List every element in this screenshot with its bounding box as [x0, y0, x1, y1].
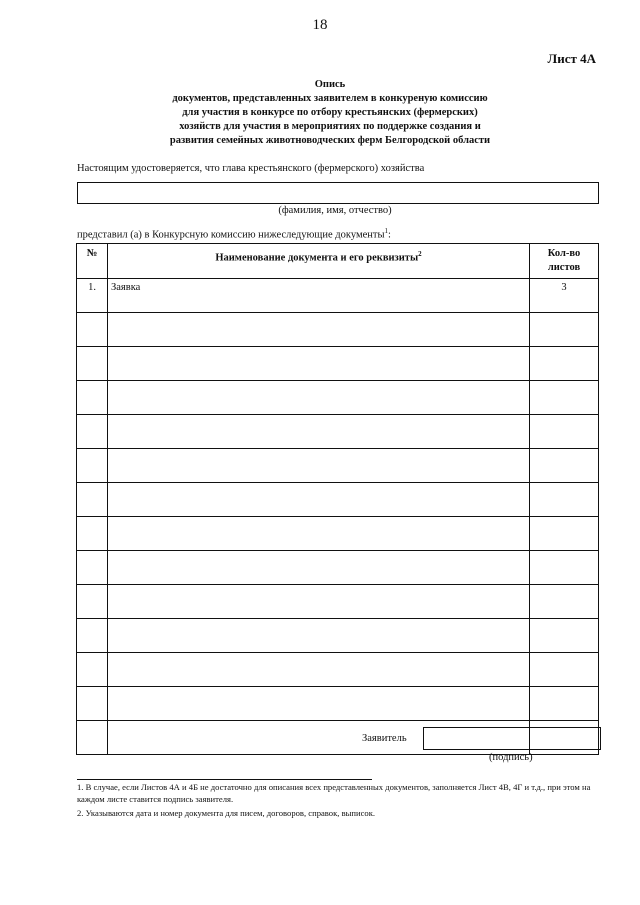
row-number-cell[interactable]: [77, 687, 108, 721]
table-row: [77, 619, 599, 653]
row-number-cell[interactable]: [77, 313, 108, 347]
document-name-cell[interactable]: [108, 551, 530, 585]
table-header-row: [77, 244, 599, 279]
table-row: [77, 313, 599, 347]
table-row: [77, 551, 599, 585]
document-name-cell[interactable]: [108, 687, 530, 721]
footnote-ref-2: 2: [418, 250, 422, 258]
page-number: 18: [312, 17, 328, 33]
document-name-cell[interactable]: [108, 483, 530, 517]
document-name-cell[interactable]: [108, 415, 530, 449]
sheet-count-cell[interactable]: [530, 517, 599, 551]
title-line-1: Опись: [314, 79, 346, 90]
header-sheet-count: [530, 244, 599, 279]
row-number-cell[interactable]: [77, 415, 108, 449]
sheet-count-cell[interactable]: 3: [530, 279, 599, 313]
document-name-cell[interactable]: [108, 381, 530, 415]
header-document-name: [108, 244, 530, 279]
sheet-count-cell[interactable]: [530, 313, 599, 347]
document-name-cell[interactable]: [108, 313, 530, 347]
row-number-cell[interactable]: [77, 721, 108, 755]
presented-text-main: представил (а) в Конкурсную комиссию нижеследующие документы: [77, 229, 385, 241]
row-number-cell[interactable]: [77, 449, 108, 483]
table-row: [77, 381, 599, 415]
title-line-5: развития семейных животноводческих ферм Белгородской области: [169, 135, 491, 146]
title-line-2: документов, представленных заявителем в конкуреную комиссию: [172, 93, 488, 104]
row-number-cell[interactable]: [77, 483, 108, 517]
sheet-count-cell[interactable]: [530, 483, 599, 517]
document-name-cell[interactable]: [108, 653, 530, 687]
full-name-field[interactable]: [77, 182, 599, 204]
row-number-cell[interactable]: [77, 517, 108, 551]
header-sheet-count-line2: листов: [547, 262, 581, 273]
sheet-count-cell[interactable]: [530, 619, 599, 653]
table-row: [77, 483, 599, 517]
document-name-cell[interactable]: [108, 347, 530, 381]
sheet-count-cell[interactable]: [530, 415, 599, 449]
table-row: [77, 687, 599, 721]
row-number-cell[interactable]: [77, 619, 108, 653]
header-sheet-count-line1: Кол-во: [547, 248, 581, 259]
document-name-cell[interactable]: [108, 449, 530, 483]
table-row: [77, 279, 599, 313]
signature-caption: (подпись): [489, 752, 533, 763]
table-row: [77, 347, 599, 381]
document-name-cell[interactable]: Заявка: [108, 279, 530, 313]
sheet-count-cell[interactable]: [530, 653, 599, 687]
row-number-cell[interactable]: [77, 585, 108, 619]
sheet-count-cell[interactable]: [530, 551, 599, 585]
footnote-2: 2. Указываются дата и номер документа для писем, договоров, справок, выписок.: [77, 808, 376, 818]
document-name-cell[interactable]: [108, 517, 530, 551]
footnote-ref-1: 1: [384, 227, 389, 235]
table-body: [77, 279, 599, 755]
document-name-cell[interactable]: [108, 619, 530, 653]
signature-field[interactable]: [423, 727, 601, 750]
footnote-1: 1. В случае, если Листов 4А и 4Б не достаточно для описания всех представленных документов, заполняется Лист 4В, 4Г и т.д., при этом на каждом листе ставится подпись заявителя.: [77, 782, 591, 804]
table-row: [77, 517, 599, 551]
intro-text: Настоящим удостоверяется, что глава крестьянского (фермерского) хозяйства: [77, 163, 425, 174]
row-number-cell[interactable]: 1.: [77, 279, 108, 313]
header-document-name-text: Наименование документа и его реквизиты: [215, 252, 419, 264]
table-row: [77, 415, 599, 449]
row-number-cell[interactable]: [77, 653, 108, 687]
table-row: [77, 585, 599, 619]
sheet-count-cell[interactable]: [530, 687, 599, 721]
full-name-caption: (фамилия, имя, отчество): [278, 205, 392, 216]
applicant-label: Заявитель: [362, 733, 407, 744]
title-line-4: хозяйств для участия в мероприятиях по поддержке создания и: [179, 121, 481, 132]
document-title: [150, 78, 510, 148]
presented-text: [77, 227, 391, 241]
table-row: [77, 449, 599, 483]
footnote-divider: [77, 779, 372, 780]
sheet-count-cell[interactable]: [530, 347, 599, 381]
presented-text-tail: :: [388, 229, 391, 241]
row-number-cell[interactable]: [77, 551, 108, 585]
row-number-cell[interactable]: [77, 347, 108, 381]
sheet-count-cell[interactable]: [530, 449, 599, 483]
sheet-count-cell[interactable]: [530, 585, 599, 619]
sheet-count-cell[interactable]: [530, 381, 599, 415]
table-row: [77, 653, 599, 687]
title-line-3: для участия в конкурсе по отбору крестьянских (фермерских): [182, 107, 478, 118]
header-number: №: [77, 244, 108, 279]
row-number-cell[interactable]: [77, 381, 108, 415]
document-name-cell[interactable]: [108, 585, 530, 619]
sheet-label: Лист 4А: [547, 51, 596, 66]
documents-table: [76, 243, 599, 755]
